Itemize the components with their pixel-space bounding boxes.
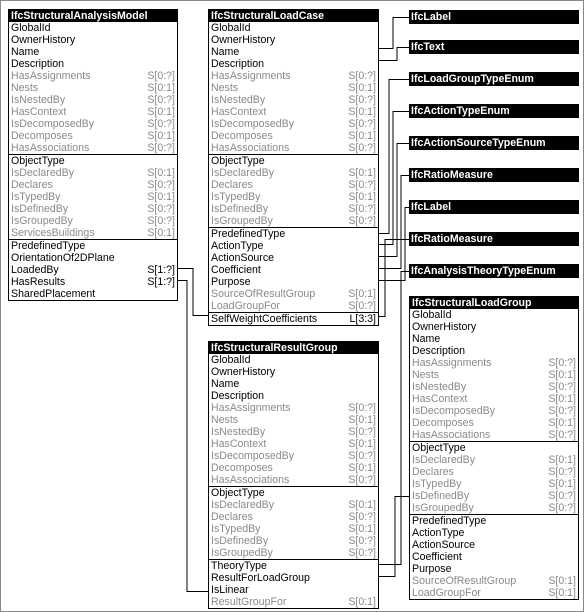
attribute-name: IsTypedBy [211,191,261,203]
attribute-name: IsGroupedBy [211,547,273,559]
attribute-cardinality: S[0:1] [348,167,376,179]
attribute-row [410,527,578,539]
entity-box-load-group [409,296,579,600]
attribute-name: IsTypedBy [412,478,462,490]
attribute-row [9,215,177,227]
attribute-cardinality: S[1:?] [147,264,175,276]
attribute-row [9,130,177,142]
attribute-name: IsNestedBy [211,426,266,438]
attribute-name: Nests [211,82,239,94]
attribute-cardinality: S[0:1] [348,414,376,426]
attribute-row [9,240,177,252]
attribute-row [209,34,378,46]
attribute-row [209,106,378,118]
attribute-cardinality: S[0:1] [348,288,376,300]
attribute-name: HasAssignments [211,402,291,414]
type-ref-box: IfcLabel [409,200,579,214]
attribute-cardinality: S[0:1] [348,462,376,474]
attribute-row [209,22,378,34]
attribute-cardinality: S[0:?] [147,215,175,227]
attribute-name: IsDeclaredBy [211,167,274,179]
attribute-row [9,58,177,70]
attribute-row [410,539,578,551]
entity-box-result-group [208,341,379,609]
type-ref-box: IfcActionTypeEnum [409,104,579,118]
attribute-cardinality: S[1:?] [147,276,175,288]
attribute-name: Declares [11,179,53,191]
attribute-row [9,179,177,191]
attribute-name: HasAssignments [211,70,291,82]
attribute-name: IsDeclaredBy [211,499,274,511]
attribute-cardinality: S[0:?] [548,490,576,502]
attribute-row [9,34,177,46]
attribute-row [209,203,378,215]
attribute-name: HasAssociations [211,142,290,154]
attribute-name: IsDecomposedBy [11,118,95,130]
attribute-row [209,354,378,366]
attribute-row [410,551,578,563]
entity-title: IfcStructuralLoadCase [209,10,378,22]
type-ref-box: IfcActionSourceTypeEnum [409,136,579,150]
attribute-name: ObjectType [11,155,65,167]
attribute-cardinality: S[0:?] [348,215,376,227]
attribute-row [410,417,578,429]
attribute-row [410,502,578,514]
attribute-name: ServicesBuildings [11,227,95,239]
attribute-name: IsDecomposedBy [412,405,496,417]
attribute-name: IsGroupedBy [11,215,73,227]
entity-title: IfcStructuralLoadGroup [410,297,578,309]
attribute-name: Purpose [211,276,251,288]
attribute-name: HasContext [211,106,267,118]
attribute-name: IsNestedBy [412,381,467,393]
link-loadedby [178,269,209,316]
link-theorytype-enum [379,272,409,565]
attribute-row [9,227,177,239]
attribute-row [9,252,177,264]
attribute-row [9,264,177,276]
attribute-row [9,191,177,203]
attribute-cardinality: S[0:1] [548,575,576,587]
attribute-cardinality: S[0:?] [348,450,376,462]
attribute-row [209,58,378,70]
attribute-cardinality: S[0:1] [348,106,376,118]
attribute-row [209,252,378,264]
attribute-row [209,313,378,325]
attribute-cardinality: S[0:?] [147,70,175,82]
attribute-name: HasAssignments [412,357,492,369]
attribute-name: Purpose [412,563,452,575]
attribute-row [9,288,177,300]
attribute-cardinality: S[0:?] [348,118,376,130]
attribute-row [410,454,578,466]
attribute-row [9,167,177,179]
attribute-cardinality: S[0:?] [348,142,376,154]
attribute-cardinality: S[0:?] [147,94,175,106]
attribute-row [209,82,378,94]
attribute-cardinality: S[0:1] [147,130,175,142]
attribute-name: Nests [211,414,239,426]
attribute-row [209,414,378,426]
attribute-cardinality: S[0:1] [348,130,376,142]
attribute-name: IsDeclaredBy [11,167,74,179]
attribute-row [9,142,177,154]
attribute-name: HasAssociations [412,429,491,441]
attribute-row [209,523,378,535]
attribute-name: HasContext [11,106,67,118]
attribute-row [209,167,378,179]
type-ref-box: IfcText [409,40,579,54]
attribute-row [9,155,177,167]
attribute-row [209,300,378,312]
attribute-row [209,118,378,130]
attribute-name: ResultForLoadGroup [211,572,310,584]
attribute-cardinality: S[0:1] [548,417,576,429]
attribute-cardinality: S[0:?] [548,502,576,514]
type-ref-box: IfcLoadGroupTypeEnum [409,72,579,86]
attribute-row [209,487,378,499]
attribute-name: Nests [412,369,440,381]
link-description-text [379,48,409,61]
attribute-row [209,264,378,276]
attribute-cardinality: S[0:1] [348,191,376,203]
link-name-label [379,18,409,49]
attribute-row [209,547,378,559]
attribute-cardinality: S[0:?] [548,381,576,393]
attribute-cardinality: S[0:?] [548,466,576,478]
attribute-name: Declares [211,511,253,523]
attribute-cardinality: S[0:?] [348,511,376,523]
entity-box-analysis-model [8,9,178,301]
attribute-cardinality: S[0:?] [548,357,576,369]
attribute-cardinality: S[0:1] [348,596,376,608]
attribute-row [410,575,578,587]
attribute-cardinality: S[0:?] [348,94,376,106]
attribute-row [209,366,378,378]
attribute-name: ActionType [412,527,465,539]
attribute-name: ObjectType [211,155,265,167]
attribute-cardinality: L[3:3] [349,313,376,325]
attribute-row [209,450,378,462]
attribute-row [410,515,578,527]
type-ref-box: IfcAnalysisTheoryTypeEnum [409,264,579,278]
attribute-name: Description [211,390,264,402]
attribute-row [410,393,578,405]
attribute-name: Declares [412,466,454,478]
attribute-name: OwnerHistory [211,34,276,46]
attribute-name: ObjectType [412,442,466,454]
attribute-name: HasAssignments [11,70,91,82]
attribute-row [209,426,378,438]
attribute-row [9,94,177,106]
attribute-row [209,499,378,511]
attribute-name: HasResults [11,276,66,288]
attribute-cardinality: S[0:?] [147,118,175,130]
attribute-name: Decomposes [211,462,273,474]
attribute-row [209,462,378,474]
attribute-row [410,333,578,345]
attribute-cardinality: S[0:?] [348,179,376,191]
attribute-row [9,82,177,94]
attribute-row [209,596,378,608]
attribute-cardinality: S[0:1] [548,369,576,381]
attribute-name: Coefficient [211,264,261,276]
attribute-row [410,369,578,381]
entity-title: IfcStructuralResultGroup [209,342,378,354]
attribute-row [209,378,378,390]
attribute-cardinality: S[0:1] [147,106,175,118]
attribute-cardinality: S[0:1] [548,454,576,466]
attribute-name: IsGroupedBy [211,215,273,227]
attribute-name: GlobalId [412,309,452,321]
attribute-name: IsDecomposedBy [211,118,295,130]
attribute-name: Name [211,378,240,390]
attribute-row [209,402,378,414]
entity-title: IfcStructuralAnalysisModel [9,10,177,22]
attribute-cardinality: S[0:?] [348,203,376,215]
attribute-name: IsNestedBy [211,94,266,106]
attribute-name: GlobalId [11,22,51,34]
attribute-row [209,511,378,523]
attribute-row [410,321,578,333]
attribute-name: LoadGroupFor [412,587,481,599]
attribute-row [209,438,378,450]
attribute-name: IsTypedBy [11,191,61,203]
attribute-row [410,345,578,357]
attribute-name: GlobalId [211,22,251,34]
attribute-name: ActionType [211,240,264,252]
attribute-cardinality: S[0:1] [147,167,175,179]
attribute-name: IsDefinedBy [211,535,269,547]
attribute-row [410,405,578,417]
attribute-cardinality: S[0:1] [348,523,376,535]
attribute-row [410,466,578,478]
attribute-cardinality: S[0:?] [348,70,376,82]
attribute-name: Description [412,345,465,357]
attribute-cardinality: S[0:?] [348,426,376,438]
attribute-row [410,563,578,575]
type-ref-box: IfcRatioMeasure [409,168,579,182]
attribute-row [209,584,378,596]
attribute-cardinality: S[0:?] [548,405,576,417]
attribute-name: OwnerHistory [11,34,76,46]
attribute-cardinality: S[0:?] [348,547,376,559]
attribute-cardinality: S[0:1] [548,587,576,599]
attribute-name: SourceOfResultGroup [412,575,517,587]
attribute-row [410,490,578,502]
attribute-name: Decomposes [11,130,73,142]
attribute-row [209,240,378,252]
attribute-name: Name [412,333,441,345]
attribute-name: Name [211,46,240,58]
type-ref-box: IfcRatioMeasure [409,232,579,246]
attribute-cardinality: S[0:1] [147,191,175,203]
attribute-name: Description [211,58,264,70]
attribute-name: SourceOfResultGroup [211,288,316,300]
attribute-cardinality: S[0:?] [348,402,376,414]
attribute-name: IsDeclaredBy [412,454,475,466]
attribute-cardinality: S[0:?] [348,474,376,486]
attribute-cardinality: S[0:?] [548,429,576,441]
attribute-row [209,130,378,142]
attribute-row [209,142,378,154]
attribute-name: OwnerHistory [412,321,477,333]
attribute-name: ObjectType [211,487,265,499]
attribute-row [209,572,378,584]
attribute-name: ActionSource [211,252,275,264]
attribute-name: PredefinedType [211,228,286,240]
attribute-row [9,276,177,288]
attribute-name: IsNestedBy [11,94,66,106]
attribute-name: LoadGroupFor [211,300,280,312]
attribute-row [410,478,578,490]
attribute-name: Coefficient [412,551,462,563]
attribute-row [209,535,378,547]
type-ref-box: IfcLabel [409,10,579,24]
attribute-name: LoadedBy [11,264,59,276]
attribute-row [9,118,177,130]
attribute-name: Declares [211,179,253,191]
attribute-name: HasAssociations [11,142,90,154]
attribute-row [209,46,378,58]
attribute-name: IsGroupedBy [412,502,474,514]
attribute-name: ActionSource [412,539,476,551]
attribute-cardinality: S[0:?] [147,203,175,215]
attribute-name: SelfWeightCoefficients [211,313,318,325]
attribute-row [410,587,578,599]
attribute-name: PredefinedType [412,515,487,527]
attribute-name: IsLinear [211,584,249,596]
attribute-cardinality: S[0:1] [548,393,576,405]
attribute-name: Decomposes [412,417,474,429]
link-hasresults [178,281,209,592]
attribute-cardinality: S[0:?] [348,535,376,547]
attribute-cardinality: S[0:?] [348,300,376,312]
attribute-name: IsDecomposedBy [211,450,295,462]
attribute-row [209,390,378,402]
attribute-row [209,191,378,203]
attribute-row [209,228,378,240]
attribute-row [209,215,378,227]
attribute-name: HasContext [211,438,267,450]
attribute-name: ResultGroupFor [211,596,287,608]
attribute-name: IsDefinedBy [412,490,470,502]
attribute-name: IsDefinedBy [211,203,269,215]
attribute-row [410,309,578,321]
attribute-row [410,381,578,393]
attribute-row [9,22,177,34]
attribute-row [9,46,177,58]
attribute-name: IsTypedBy [211,523,261,535]
attribute-name: OwnerHistory [211,366,276,378]
attribute-row [410,357,578,369]
attribute-row [209,94,378,106]
attribute-row [410,429,578,441]
attribute-name: SharedPlacement [11,288,96,300]
attribute-cardinality: S[0:1] [147,227,175,239]
attribute-cardinality: S[0:1] [147,82,175,94]
attribute-row [209,560,378,572]
attribute-name: GlobalId [211,354,251,366]
attribute-name: Nests [11,82,39,94]
attribute-cardinality: S[0:?] [147,179,175,191]
attribute-row [209,288,378,300]
attribute-row [209,276,378,288]
attribute-name: OrientationOf2DPlane [11,252,115,264]
attribute-cardinality: S[0:1] [348,82,376,94]
attribute-row [410,442,578,454]
attribute-row [209,155,378,167]
attribute-row [209,70,378,82]
attribute-name: Decomposes [211,130,273,142]
attribute-row [209,179,378,191]
attribute-row [9,70,177,82]
attribute-row [209,474,378,486]
attribute-name: IsDefinedBy [11,203,69,215]
attribute-row [9,203,177,215]
attribute-name: HasAssociations [211,474,290,486]
entity-box-load-case [208,9,379,326]
attribute-name: HasContext [412,393,468,405]
attribute-name: Name [11,46,40,58]
attribute-name: Description [11,58,64,70]
attribute-name: PredefinedType [11,240,86,252]
attribute-row [9,106,177,118]
attribute-cardinality: S[0:1] [348,438,376,450]
attribute-cardinality: S[0:?] [147,142,175,154]
attribute-cardinality: S[0:1] [348,499,376,511]
attribute-cardinality: S[0:1] [548,478,576,490]
attribute-name: TheoryType [211,560,267,572]
